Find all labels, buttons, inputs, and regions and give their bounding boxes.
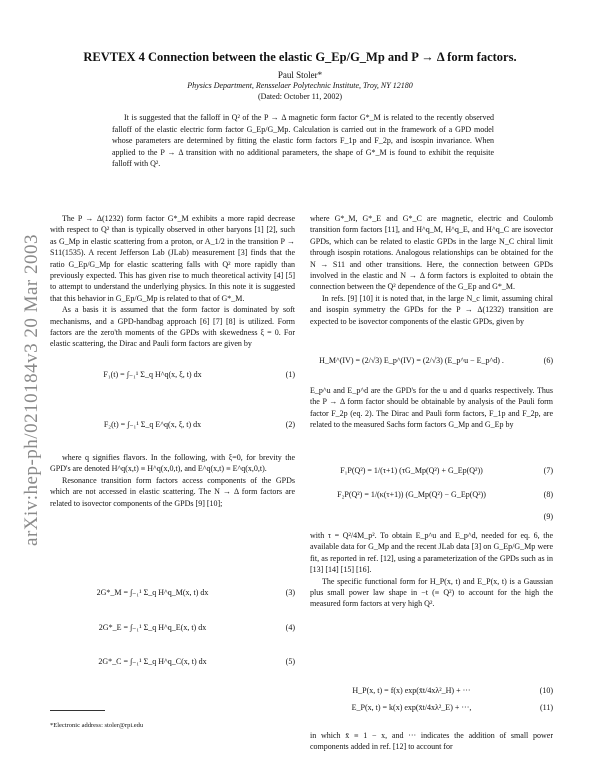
- equation-body: F₂P(Q²) = 1/(κ(τ+1)) (G_Mp(Q²) − G_Ep(Q²)): [337, 490, 486, 499]
- equation-body: F₁(t) = ∫₋₁¹ Σ_q H^q(x, ξ, t) dx: [103, 370, 202, 379]
- equation-number: (9): [543, 512, 553, 521]
- equation-5: [50, 657, 295, 671]
- equation-8: [310, 490, 553, 504]
- equation-9: [310, 512, 553, 526]
- equation-number: (4): [285, 623, 295, 632]
- equation-3: [50, 588, 295, 602]
- equation-6: [310, 356, 553, 370]
- equation-body: F₂(t) = ∫₋₁¹ Σ_q E^q(x, ξ, t) dx: [103, 420, 202, 429]
- paragraph: E_p^u and E_p^d are the GPD's for the u and d quarks respectively. Thus the P → Δ form factor should be obtainable by analysis of the Pauli form factor F_2p (eq. 2). The Dirac and Pauli form factors, F_1p and F_2p, are related to the measured Sachs form factors G_Mp and G_Ep by: [310, 386, 553, 430]
- equation-number: (5): [285, 657, 295, 666]
- paragraph: with τ = Q²/4M_p². To obtain E_p^u and E_p^d, needed for eq. 6, the available data for G_Mp and the recent JLab data [3] on G_Ep/G_Mp were fit, as reported in ref. [12], using a parameterization of the GPDs such as in [13] [14] [15] [16].: [310, 531, 553, 575]
- equation-number: (3): [285, 588, 295, 597]
- paragraph: where q signifies flavors. In the following, with ξ=0, for brevity the GPD's are denoted H^q(x,t) ≡ H^q(x,0,t), and E^q(x,t) ≡ E^q(x,0,t).: [50, 453, 295, 474]
- date-line: (Dated: October 11, 2002): [257, 92, 343, 101]
- paper-title: REVTEX 4 Connection between the elastic G_Ep/G_Mp and P → Δ form factors.: [83, 50, 517, 64]
- equation-1: [50, 370, 295, 384]
- equation-body: 2G*_E = ∫₋₁¹ Σ_q H^q_E(x, t) dx: [98, 623, 207, 632]
- equation-number: (10): [539, 686, 553, 695]
- equation-number: (8): [543, 490, 553, 499]
- author-affiliation: Physics Department, Rensselaer Polytechnic Institute, Troy, NY 12180: [187, 81, 413, 90]
- equation-11: [310, 703, 553, 717]
- left-column-intro: [50, 213, 295, 350]
- footnote-rule: [50, 710, 105, 711]
- equation-10: [310, 686, 553, 700]
- equation-body: H_P(x, t) = f(x) exp(x̄t/4xλ²_H) + ···: [352, 686, 471, 695]
- equation-number: (1): [285, 370, 295, 379]
- equation-number: (11): [539, 703, 553, 712]
- right-column-end: [310, 730, 553, 753]
- right-column-lower: [310, 530, 553, 610]
- arxiv-identifier: arXiv:hep-ph/0210184v3 20 Mar 2003: [21, 234, 42, 546]
- paragraph: The P → Δ(1232) form factor G*_M exhibits a more rapid decrease with respect to Q² than is typically observed in other baryons [1] [2], such as G_Mp in elastic scattering from a proton, or A_1/2 in the transition P → S11(1535). A recent Jefferson Lab (JLab) measurement [3] finds that the ratio G_Ep/G_Mp for elastic scattering falls with Q² more rapidly than previously expected. This has given rise to much theoretical activity [4] [5] to attempt to understand the underlying physics. In this note it is suggested that this behavior in G_Ep/G_Mp is related to that of G*_M.: [50, 214, 295, 303]
- paragraph: in which x̄ ≡ 1 − x, and ··· indicates the addition of small power components added in ref. [12] to account for: [310, 731, 553, 752]
- footnote: *Electronic address: stoler@rpi.edu: [50, 722, 144, 729]
- paragraph: As a basis it is assumed that the form factor is dominated by soft mechanisms, and a GPD-handbag approach [6] [7] [8] is utilized. Form factors are the zero'th moments of the GPDs with skewedness ξ = 0. For elastic scattering, the Dirac and Pauli form factors are given by: [50, 305, 295, 349]
- equation-body: E_P(x, t) = k(x) exp(x̄t/4xλ²_E) + ···,: [351, 703, 472, 712]
- equation-7: [310, 466, 553, 480]
- left-column-mid: [50, 452, 295, 509]
- equation-number: (6): [543, 356, 553, 365]
- paragraph: Resonance transition form factors access components of the GPDs which are not accessed in elastic scattering. The N → Δ form factors are related to isovector components of the GPDs [9] [10];: [50, 475, 295, 508]
- equation-body: 2G*_M = ∫₋₁¹ Σ_q H^q_M(x, t) dx: [96, 588, 209, 597]
- equation-body: F₁P(Q²) = 1/(τ+1) (τG_Mp(Q²) + G_Ep(Q²)): [340, 466, 483, 475]
- equation-body: H_M^(IV) = (2/√3) E_p^(IV) = (2/√3) (E_p^u − E_p^d) .: [319, 356, 504, 365]
- equation-2: [50, 420, 295, 434]
- arxiv-sidebar: [10, 200, 54, 580]
- equation-number: (2): [285, 420, 295, 429]
- right-column-mid: [310, 385, 553, 431]
- paragraph: In refs. [9] [10] it is noted that, in the large N_c limit, assuming chiral and isospin symmetry the GPDs for the P → Δ(1232) transition are expected to be isovector components of the elastic GPDs, given by: [310, 293, 553, 326]
- right-column-intro: [310, 213, 553, 327]
- equation-number: (7): [543, 466, 553, 475]
- equation-body: 2G*_C = ∫₋₁¹ Σ_q H^q_C(x, t) dx: [98, 657, 207, 666]
- paragraph: where G*_M, G*_E and G*_C are magnetic, electric and Coulomb transition form factors [11], and H^q_M, H^q_E, and H^q_C are isovector GPDs, which can be related to elastic GPDs in the large N_C chiral limit through isospin rotations. Analogous relationships can be obtained for the N → S11 and other transitions. Here, the connection between GPDs involved in the elastic and N → Δ form factors is exploited to obtain the connection between the Q² dependence of the G_Ep and G*_M.: [310, 214, 553, 292]
- paragraph: The specific functional form for H_P(x, t) and E_P(x, t) is a Gaussian plus small power law shape in −t (≡ Q²) to account for the high the measured form factors at very high Q².: [310, 576, 553, 609]
- equation-4: [50, 623, 295, 637]
- author-name: Paul Stoler*: [277, 70, 323, 80]
- abstract: It is suggested that the falloff in Q² of the P → Δ magnetic form factor G*_M is related to the recently observed falloff of the elastic electric form factor G_Ep/G_Mp. Calculation is carried out in the framework of a GPD model whose parameters are determined by fitting the elastic form factors F_1p and F_2p, and isospin invariance. When applied to the P → Δ transition with no additional parameters, the shape of G*_M is found to exhibit the requisite falloff with Q².: [112, 113, 494, 168]
